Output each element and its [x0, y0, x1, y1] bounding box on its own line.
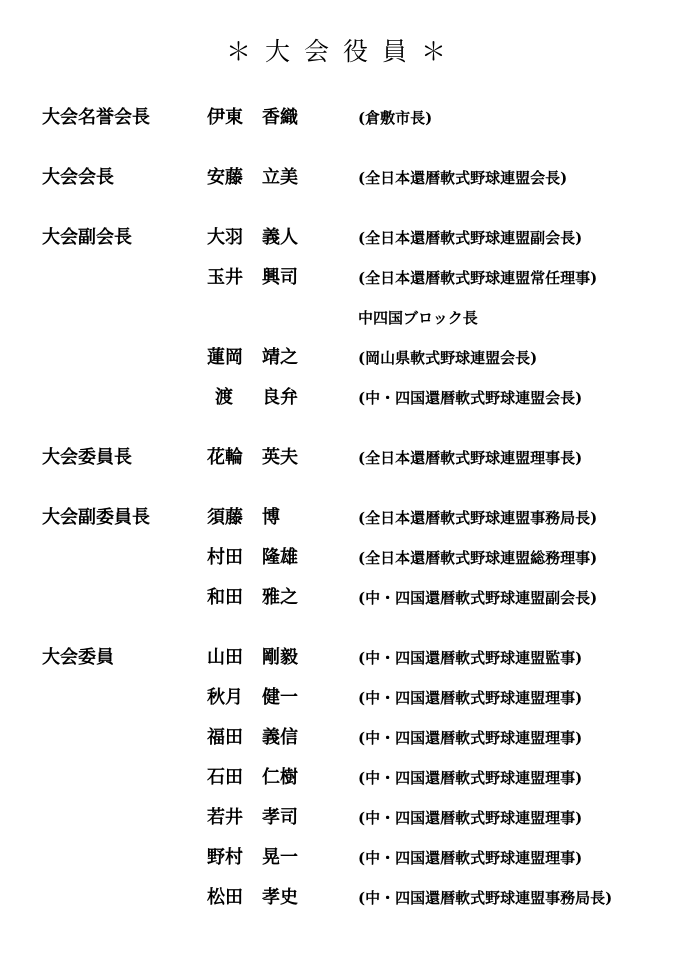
- officer-affiliation: (中・四国還暦軟式野球連盟事務局長): [358, 889, 613, 907]
- officer-row: [0, 638, 686, 678]
- officer-surname: 玉井: [207, 267, 243, 288]
- officer-given-name: 義人: [262, 227, 298, 248]
- officer-row: [0, 798, 686, 838]
- officer-affiliation: (中・四国還暦軟式野球連盟理事): [358, 689, 583, 707]
- officer-row: [0, 338, 686, 378]
- officer-given-name: 隆雄: [262, 547, 298, 568]
- officer-given-name: 興司: [262, 267, 298, 288]
- role-label: 大会副会長: [42, 227, 132, 248]
- officer-given-name: 雅之: [262, 587, 298, 608]
- officer-given-name: 剛毅: [262, 647, 298, 668]
- officer-surname: 野村: [207, 847, 243, 868]
- officer-surname: 松田: [207, 887, 243, 908]
- officer-given-name: 香織: [262, 107, 298, 128]
- officer-affiliation: (全日本還暦軟式野球連盟常任理事): [358, 269, 598, 287]
- officer-row: [0, 678, 686, 718]
- officer-affiliation: 中四国ブロック長: [358, 309, 478, 327]
- role-label: 大会委員: [42, 647, 114, 668]
- officer-surname: 大羽: [207, 227, 243, 248]
- officer-row: [0, 758, 686, 798]
- officer-given-name: 孝史: [262, 887, 298, 908]
- officer-row: [0, 718, 686, 758]
- officer-affiliation: (中・四国還暦軟式野球連盟理事): [358, 769, 583, 787]
- role-label: 大会副委員長: [42, 507, 150, 528]
- officer-affiliation: (岡山県軟式野球連盟会長): [358, 349, 538, 367]
- officer-row: [0, 838, 686, 878]
- officer-affiliation: (中・四国還暦軟式野球連盟理事): [358, 729, 583, 747]
- officer-affiliation: (中・四国還暦軟式野球連盟監事): [358, 649, 583, 667]
- officer-affiliation: (倉敷市長): [358, 109, 433, 127]
- officer-affiliation: (全日本還暦軟式野球連盟副会長): [358, 229, 583, 247]
- role-label: 大会名誉会長: [42, 107, 150, 128]
- officer-affiliation: (中・四国還暦軟式野球連盟理事): [358, 849, 583, 867]
- page-title: ＊大会役員＊: [225, 37, 460, 66]
- officer-surname: 安藤: [207, 167, 243, 188]
- officer-row: [0, 438, 686, 478]
- officer-row-continuation: [0, 298, 686, 338]
- officer-affiliation: (中・四国還暦軟式野球連盟副会長): [358, 589, 598, 607]
- officer-row: [0, 258, 686, 298]
- officer-given-name: 晃一: [262, 847, 298, 868]
- officer-row: [0, 578, 686, 618]
- officer-affiliation: (全日本還暦軟式野球連盟総務理事): [358, 549, 598, 567]
- officer-surname: 秋月: [207, 687, 243, 708]
- role-label: 大会委員長: [42, 447, 132, 468]
- officer-given-name: 義信: [262, 727, 298, 748]
- officer-row: [0, 878, 686, 918]
- officer-surname: 村田: [207, 547, 243, 568]
- officer-affiliation: (全日本還暦軟式野球連盟事務局長): [358, 509, 598, 527]
- officer-given-name: 博: [262, 507, 280, 528]
- officer-surname: 伊東: [207, 107, 243, 128]
- officer-surname: 渡: [215, 387, 233, 408]
- officer-given-name: 仁樹: [262, 767, 298, 788]
- officer-row: [0, 218, 686, 258]
- officer-surname: 福田: [207, 727, 243, 748]
- officer-affiliation: (全日本還暦軟式野球連盟理事長): [358, 449, 583, 467]
- officer-surname: 山田: [207, 647, 243, 668]
- officer-row: [0, 98, 686, 138]
- officer-affiliation: (中・四国還暦軟式野球連盟会長): [358, 389, 583, 407]
- officer-row: [0, 498, 686, 538]
- officer-surname: 須藤: [207, 507, 243, 528]
- officer-surname: 和田: [207, 587, 243, 608]
- role-label: 大会会長: [42, 167, 114, 188]
- officer-given-name: 英夫: [262, 447, 298, 468]
- officer-surname: 石田: [207, 767, 243, 788]
- officer-row: [0, 158, 686, 198]
- officer-given-name: 立美: [262, 167, 298, 188]
- officer-surname: 若井: [207, 807, 243, 828]
- officer-surname: 蓮岡: [207, 347, 243, 368]
- officer-affiliation: (中・四国還暦軟式野球連盟理事): [358, 809, 583, 827]
- officer-given-name: 良弁: [262, 387, 298, 408]
- officer-given-name: 靖之: [262, 347, 298, 368]
- officer-surname: 花輪: [207, 447, 243, 468]
- officer-row: [0, 378, 686, 418]
- officer-affiliation: (全日本還暦軟式野球連盟会長): [358, 169, 568, 187]
- officer-row: [0, 538, 686, 578]
- officer-given-name: 孝司: [262, 807, 298, 828]
- officer-given-name: 健一: [262, 687, 298, 708]
